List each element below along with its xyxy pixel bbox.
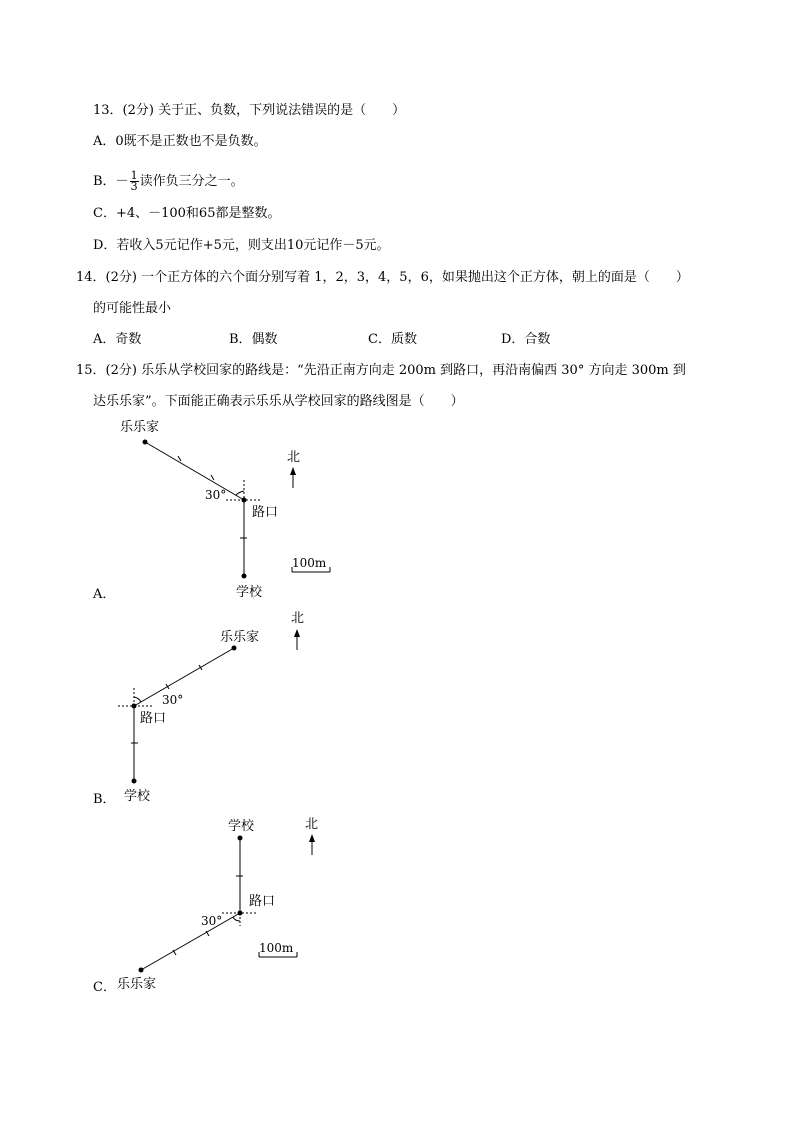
- home-point: [139, 968, 144, 973]
- option-a-label: A．: [93, 587, 116, 602]
- q13-option-d: D．若收入5元记作+5元，则支出10元记作－5元。: [93, 238, 390, 253]
- q13-option-b-suffix: 读作负三分之一。: [139, 174, 244, 189]
- q15-stem: 15．(2分) 乐乐从学校回家的路线是：“先沿正南方向走 200m 到路口，再沿南偏西 30° 方向走 300m 到: [76, 363, 686, 378]
- q14-option-b: B．偶数: [229, 332, 278, 347]
- home-label: 乐乐家: [117, 977, 157, 992]
- q13-option-c: C．+4、－100和65都是整数。: [93, 206, 281, 221]
- q13-option-b-prefix: B．－: [93, 174, 129, 189]
- north-label: 北: [291, 611, 305, 626]
- school-label: 学校: [124, 789, 151, 804]
- q14-stem-continued: 的可能性最小: [93, 301, 172, 316]
- option-c-label: C．: [93, 980, 116, 995]
- angle-label: 30°: [162, 693, 184, 707]
- q13-option-a: A．0既不是正数也不是负数。: [93, 134, 267, 149]
- scale-label: 100m: [292, 556, 327, 570]
- angle-label: 30°: [201, 914, 223, 928]
- q15-stem-continued: 达乐乐家”。下面能正确表示乐乐从学校回家的路线图是（ ）: [93, 394, 464, 409]
- home-label: 乐乐家: [120, 420, 160, 435]
- angle-arc: [233, 917, 240, 921]
- north-label: 北: [305, 817, 319, 832]
- school-label: 学校: [228, 819, 255, 834]
- north-label: 北: [287, 450, 301, 465]
- q14-stem: 14．(2分) 一个正方体的六个面分别写着 1，2，3，4，5，6，如果抛出这个正方体，朝上的面是（ ）: [76, 270, 689, 285]
- crossing-label: 路口: [252, 505, 279, 520]
- fraction-numerator: 1: [130, 169, 138, 182]
- scale-label: 100m: [259, 941, 294, 955]
- q14-option-a: A．奇数: [93, 332, 142, 347]
- crossing-label: 路口: [140, 711, 167, 726]
- q13-stem: 13．(2分) 关于正、负数，下列说法错误的是（ ）: [93, 103, 406, 118]
- north-arrow-icon: [309, 834, 315, 842]
- q14-option-c: C．质数: [368, 332, 417, 347]
- school-point: [238, 836, 243, 841]
- option-b-label: B．: [93, 792, 116, 807]
- fraction-denominator: 3: [130, 180, 138, 193]
- q14-option-d: D．合数: [501, 332, 551, 347]
- home-label: 乐乐家: [220, 630, 260, 645]
- crossing-point: [238, 911, 243, 916]
- school-label: 学校: [236, 585, 263, 600]
- route-segment-crossing-to-home: [141, 913, 240, 970]
- angle-label: 30°: [205, 488, 227, 502]
- crossing-label: 路口: [249, 894, 276, 909]
